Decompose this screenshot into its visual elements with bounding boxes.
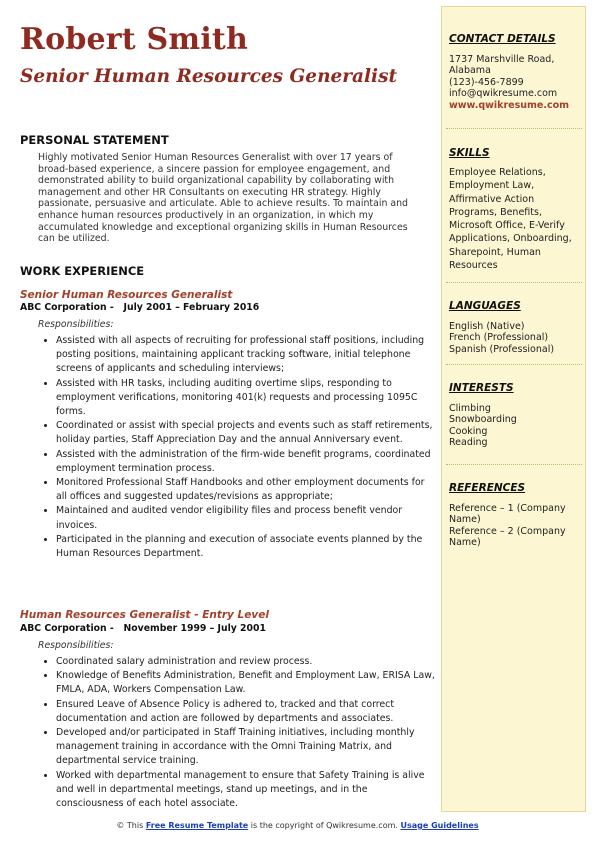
list-item: • Coordinated salary administration and review process. [56, 655, 436, 669]
contact-website[interactable]: www.qwikresume.com [449, 99, 570, 111]
sidebar-divider [446, 282, 582, 283]
skills-text: Employee Relations, Employment Law, Affirmative Action Programs, Benefits, Microsoft Office, E-Verify Applications, Onboarding, Sharepoint, Human Resources [449, 167, 572, 272]
personal-statement-text: Highly motivated Senior Human Resources Generalist with over 17 years of broad-based experience, a sincere passion for employee engagement, and demonstrated ability to build organizational capability by collaborating with management and other HR Consultants on executing HR strategy. Highly passionate, persuasive and articulate. Able to achieve results. To maintain and enhance human resources productively in an organization, in which my accumulated knowledge and exceptional organizing skills in Human Resources can be utilized. [38, 152, 409, 245]
job-title: Senior Human Resources Generalist [20, 289, 233, 301]
interests-list [449, 403, 583, 449]
list-item: • Participated in the planning and execution of associate events planned by the Human Resources Department. [56, 533, 436, 561]
contact-details [449, 54, 583, 111]
job-bullet-list [38, 655, 436, 811]
list-item: • Assisted with all aspects of recruiting for professional staff positions, including posting positions, maintaining applicant tracking software, initial telephone screens of applicants and scheduling interviews; [56, 334, 436, 377]
list-item: • Developed and/or participated in Staff Training initiatives, including monthly management training in accordance with the Omni Training Matrix, and departmental service training. [56, 726, 436, 769]
contact-phone: (123)-456-7899 [449, 76, 524, 88]
list-item: • Knowledge of Benefits Administration, Benefit and Employment Law, ERISA Law, FMLA, ADA, Workers Compensation Law. [56, 669, 436, 697]
sidebar-divider [446, 364, 582, 365]
skills-heading: SKILLS [449, 147, 490, 159]
responsibilities-label: Responsibilities: [38, 640, 114, 651]
list-item: • Worked with departmental management to ensure that Safety Training is alive and well in departmental meetings, stand up meetings, and in the consciousness of each hotel associate. [56, 769, 436, 812]
job-meta [20, 623, 266, 634]
list-item: • Monitored Professional Staff Handbooks and other employment documents for all offices and suggested updates/revisions as appropriate; [56, 476, 436, 504]
contact-heading: CONTACT DETAILS [449, 33, 556, 45]
candidate-title: Senior Human Resources Generalist [20, 66, 398, 87]
job-company: ABC Corporation - [20, 302, 114, 313]
list-item: Cooking [449, 425, 488, 437]
job-bullet-list [38, 334, 436, 561]
references-list [449, 503, 583, 549]
list-item: Climbing [449, 403, 491, 414]
job-dates: November 1999 – July 2001 [123, 623, 266, 634]
contact-address: 1737 Marshville Road, Alabama [449, 54, 555, 77]
list-item: English (Native) [449, 321, 525, 332]
contact-email[interactable]: info@qwikresume.com [449, 88, 558, 100]
languages-list [449, 321, 583, 355]
interests-heading: INTERESTS [449, 382, 514, 394]
job-title: Human Resources Generalist - Entry Level [20, 609, 269, 621]
list-item: • Assisted with the administration of the firm-wide benefit programs, coordinated employment termination process. [56, 448, 436, 476]
sidebar-divider [446, 464, 582, 465]
languages-heading: LANGUAGES [449, 300, 521, 312]
personal-statement-heading: PERSONAL STATEMENT [20, 133, 169, 147]
job-meta [20, 302, 259, 313]
sidebar-divider [446, 128, 582, 129]
list-item: • Ensured Leave of Absence Policy is adhered to, tracked and that correct documentation and action are followed by departments and associates. [56, 698, 436, 726]
footer-copyright-text: is the copyright of Qwikresume.com. [250, 821, 398, 830]
list-item: • Coordinated or assist with special projects and events such as staff retirements, holiday parties, Staff Appreciation Day and the annual Anniversary event. [56, 419, 436, 447]
list-item: • Maintained and audited vendor eligibility files and process benefit vendor invoices. [56, 504, 436, 532]
list-item: Reference – 1 (Company Name) [449, 503, 566, 526]
references-heading: REFERENCES [449, 482, 526, 494]
footer-prefix: © This [116, 821, 144, 830]
list-item: Spanish (Professional) [449, 343, 555, 355]
work-experience-heading: WORK EXPERIENCE [20, 264, 145, 278]
list-item: • Assisted with HR tasks, including auditing overtime slips, responding to employment verifications, monitoring 401(k) requests and processing 1095C forms. [56, 377, 436, 420]
list-item: Reading [449, 437, 488, 449]
free-resume-template-link[interactable]: Free Resume Template [145, 821, 249, 830]
list-item: Reference – 2 (Company Name) [449, 525, 566, 549]
list-item: French (Professional) [449, 332, 549, 344]
responsibilities-label: Responsibilities: [38, 319, 114, 330]
usage-guidelines-link[interactable]: Usage Guidelines [400, 821, 479, 830]
footer [0, 821, 595, 830]
candidate-name: Robert Smith [20, 22, 248, 57]
job-company: ABC Corporation - [20, 623, 114, 634]
job-dates: July 2001 – February 2016 [123, 302, 260, 313]
list-item: Snowboarding [449, 414, 517, 426]
